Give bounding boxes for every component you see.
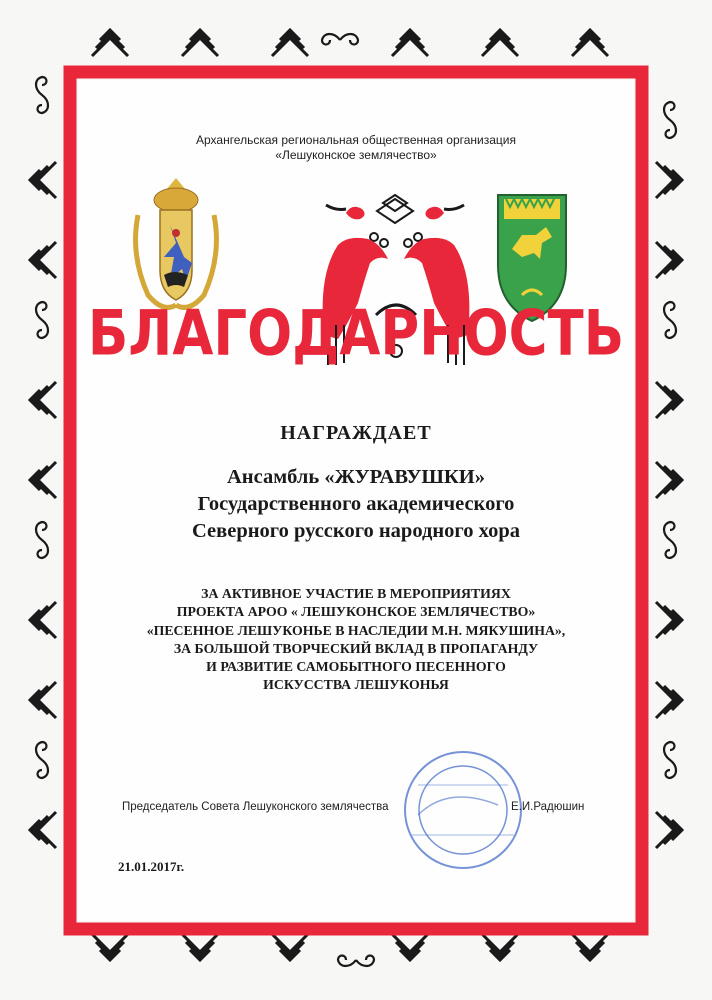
reason-line: ЗА БОЛЬШОЙ ТВОРЧЕСКИЙ ВКЛАД В ПРОПАГАНДУ bbox=[173, 640, 539, 656]
chairman-label: Председатель Совета Лешуконского землячества bbox=[122, 801, 389, 813]
recipient-line-3: Северного русского народного хора bbox=[192, 520, 520, 542]
issue-date: 21.01.2017г. bbox=[118, 859, 185, 874]
recipient-line-2: Государственного академического bbox=[197, 493, 515, 515]
organization-heading bbox=[78, 133, 634, 163]
recipient-line-1: Ансамбль «ЖУРАВУШКИ» bbox=[227, 466, 485, 488]
awards-heading: НАГРАЖДАЕТ bbox=[280, 422, 432, 444]
organization-line-1: Архангельская региональная общественная организация bbox=[195, 133, 516, 147]
reason-line: ПРОЕКТА АРОО « ЛЕШУКОНСКОЕ ЗЕМЛЯЧЕСТВО» bbox=[176, 604, 536, 620]
reason-line: «ПЕСЕННОЕ ЛЕШУКОНЬЕ В НАСЛЕДИИ М.Н. МЯКУШИНА», bbox=[146, 622, 566, 638]
reason-block bbox=[78, 585, 634, 695]
reason-line: ЗА АКТИВНОЕ УЧАСТИЕ В МЕРОПРИЯТИЯХ bbox=[201, 586, 511, 601]
organization-line-2: «Лешуконское землячество» bbox=[275, 148, 437, 162]
certificate-title: БЛАГОДАРНОСТЬ bbox=[87, 298, 625, 370]
recipient-block bbox=[78, 464, 634, 545]
chairman-name: Е.И.Радюшин bbox=[511, 801, 585, 813]
bottom-chevron-row bbox=[92, 934, 608, 960]
arkhangelsk-coat-of-arms-icon bbox=[136, 178, 217, 307]
left-chevron-column bbox=[30, 162, 56, 848]
certificate-body bbox=[78, 80, 634, 921]
reason-line: И РАЗВИТИЕ САМОБЫТНОГО ПЕСЕННОГО bbox=[206, 659, 506, 675]
reason-line: ИСКУССТВА ЛЕШУКОНЬЯ bbox=[263, 677, 449, 693]
right-chevron-column bbox=[656, 162, 682, 848]
organization-stamp-icon bbox=[398, 745, 528, 875]
